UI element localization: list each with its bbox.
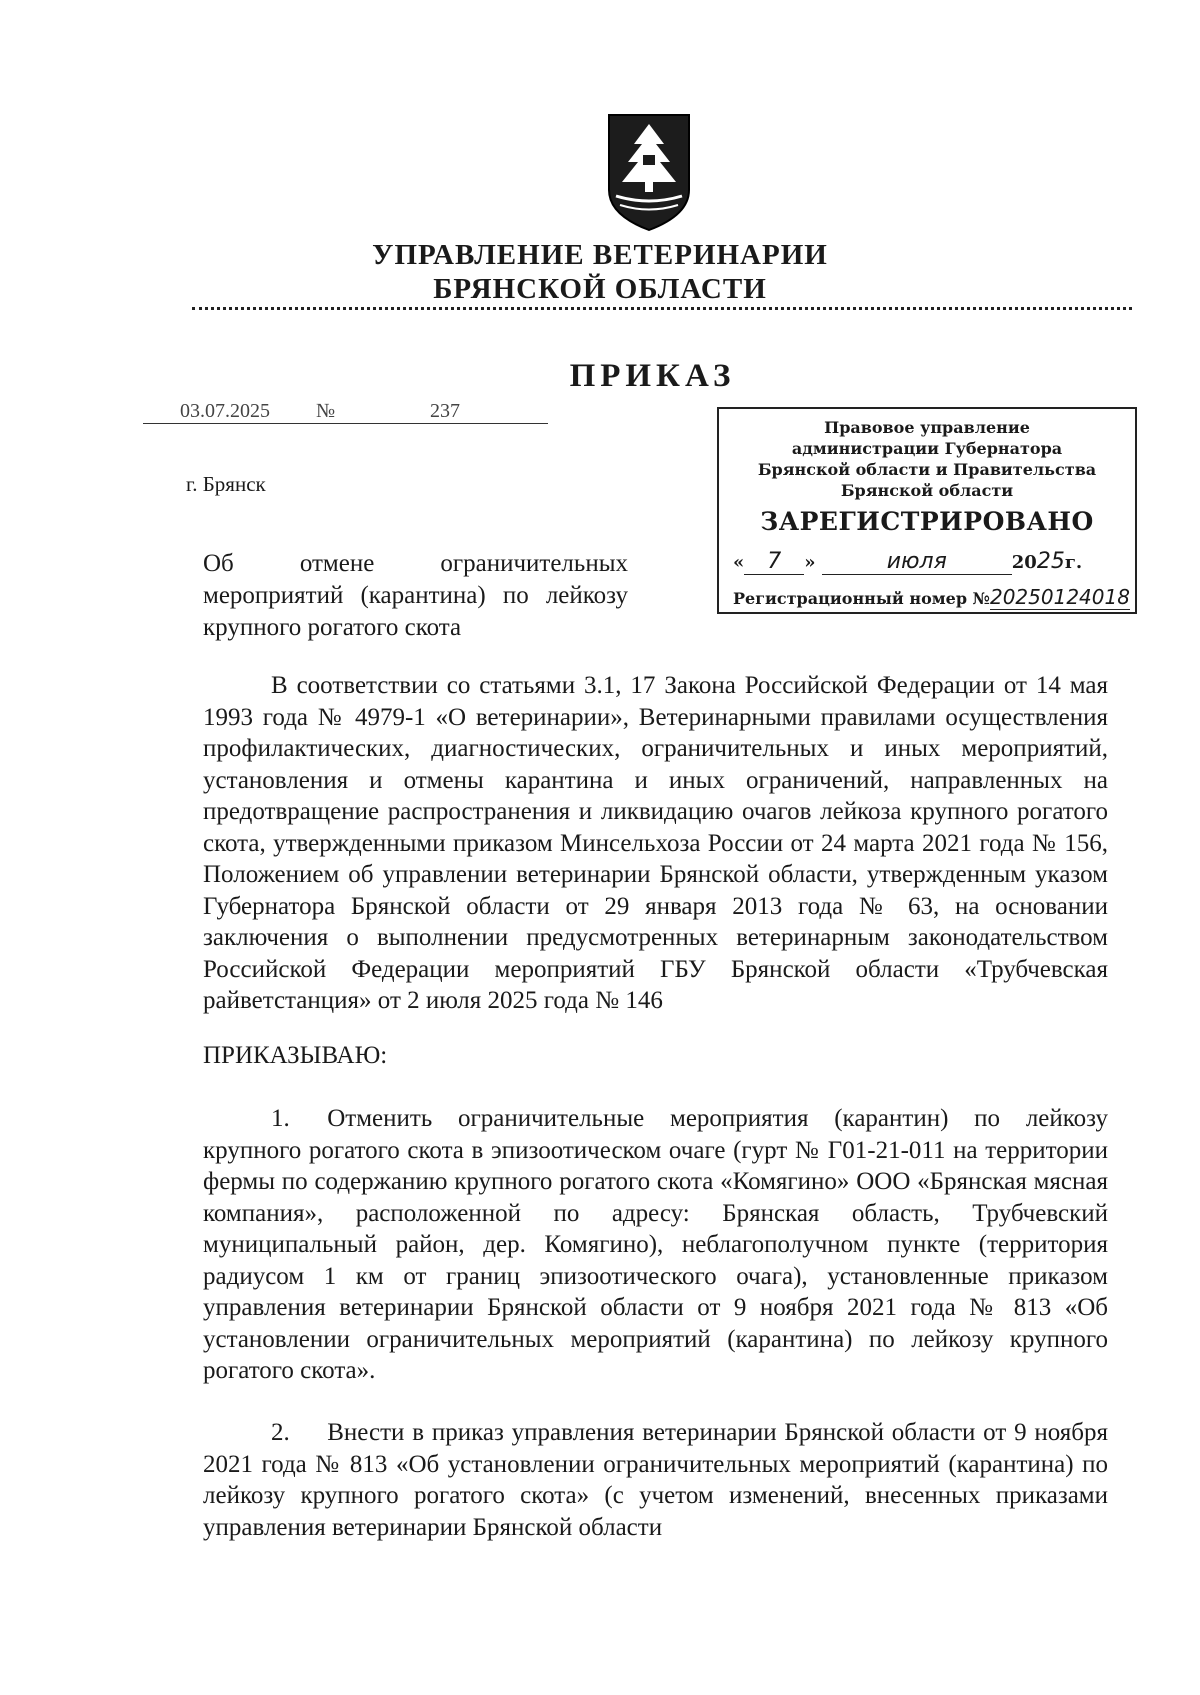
order-number-underline (143, 423, 548, 424)
stamp-year-prefix: 20 (1011, 552, 1037, 573)
order-item-2: 2. Внести в приказ управления ветеринарии Брянской области от 9 ноября 2021 года № 813 «Об установлении ограничительных мероприятий (карантина) по лейкозу крупного рогатого скота» (с учетом изменений, внесенных приказами управления ветеринарии Брянской области (203, 1419, 1108, 1541)
stamp-day: 7 (744, 549, 804, 575)
document-type-title: ПРИКАЗ (569, 358, 736, 394)
order-number-sign: № (316, 400, 336, 422)
registration-stamp (717, 407, 1137, 614)
stamp-org-line4: Брянской области (840, 481, 1014, 500)
header-divider (192, 307, 1132, 310)
order-subject (203, 548, 628, 644)
stamp-year-suffix: 25 (1036, 549, 1065, 574)
stamp-reg-number-row (733, 585, 1133, 610)
city-name: г. Брянск (186, 472, 266, 496)
bryansk-coat-of-arms-icon (604, 110, 694, 235)
stamp-reg-number: 20250124018 (989, 585, 1130, 609)
stamp-organization (719, 417, 1135, 501)
agency-name-line2: БРЯНСКОЙ ОБЛАСТИ (433, 273, 767, 305)
stamp-org-line2: администрации Губернатора (791, 439, 1063, 458)
stamp-month: июля (822, 549, 1012, 575)
preamble-paragraph: В соответствии со статьями 3.1, 17 Закона Российской Федерации от 14 мая 1993 года № 4979-1 «О ветеринарии», Ветеринарными правилами осуществления профилактических, диагностических, ограничительных и иных мероприятий, установления и отмены карантина и иных ограничений, направленных на предотвращение распространения и ликвидацию очагов лейкоза крупного рогатого скота, утвержденными приказом Минсельхоза России от 24 марта 2021 года № 156, Положением об управлении ветеринарии Брянской области, утвержденным указом Губернатора Брянской области от 29 января 2013 года № 63, на основании заключения о выполнении предусмотренных ветеринарным законодательством Российской Федерации мероприятий ГБУ Брянской области «Трубчевская райветстанция» от 2 июля 2025 года № 146 (203, 672, 1108, 1014)
order-subject-rest: мероприятий (карантина) по лейкозу крупного рогатого скота (203, 582, 628, 641)
stamp-org-line1: Правовое управление (824, 418, 1030, 437)
agency-name-line1: УПРАВЛЕНИЕ ВЕТЕРИНАРИИ (372, 239, 828, 271)
stamp-reg-label: Регистрационный номер № (733, 589, 990, 608)
stamp-org-line3: Брянской области и Правительства (757, 460, 1097, 479)
order-number: 237 (430, 400, 460, 422)
order-item-1: 1. Отменить ограничительные мероприятия (карантин) по лейкозу крупного рогатого скота в эпизоотическом очаге (гурт № Г01-21-011 на территории фермы по содержанию крупного рогатого скота «Комягино» ООО «Брянская мясная компания», расположенной по адресу: Брянская область, Трубчевский муниципальный район, дер. Комягино), неблагополучном пункте (территория радиусом 1 км от границ эпизоотического очага), установленные приказом управления ветеринарии Брянской области от 9 ноября 2021 года № 813 «Об установлении ограничительных мероприятий (карантина) по лейкозу крупного рогатого скота». (203, 1105, 1108, 1384)
order-subject-line1: Об отмене ограничительных (203, 550, 628, 577)
stamp-day-close-quote: » (804, 552, 816, 573)
stamp-date-row (733, 549, 1128, 575)
stamp-day-open-quote: « (733, 552, 745, 573)
stamp-status: ЗАРЕГИСТРИРОВАНО (760, 507, 1094, 536)
stamp-year-g: г. (1064, 552, 1083, 573)
order-date: 03.07.2025 (180, 400, 270, 422)
order-word: ПРИКАЗЫВАЮ: (203, 1042, 388, 1069)
